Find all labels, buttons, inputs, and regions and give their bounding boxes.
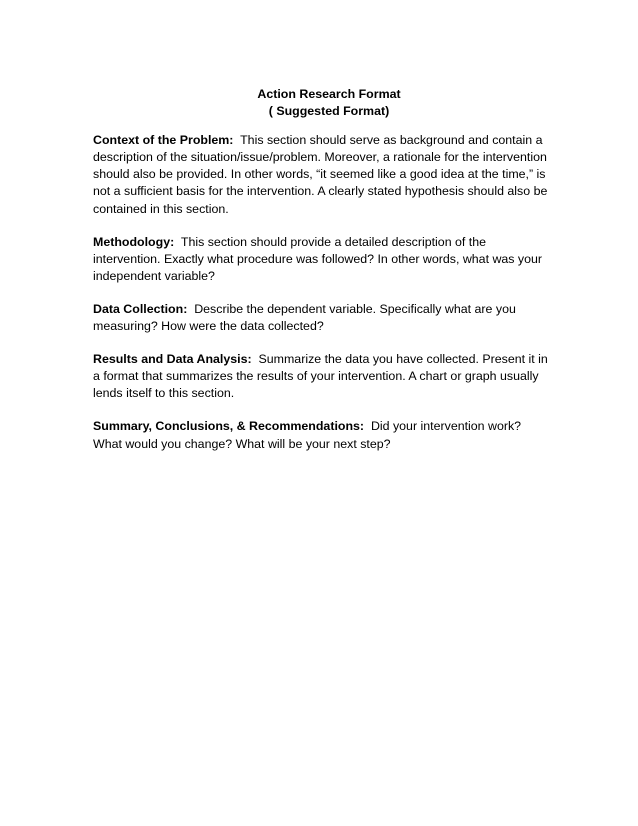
document-body [93,86,553,469]
section-heading: Summary, Conclusions, & Recommendations: [93,419,365,434]
document-title: Action Research Format [257,87,401,101]
document-subtitle: ( Suggested Format) [268,104,390,119]
section-context [93,132,553,217]
section-text: Did your intervention work? What would you change? What will be your next step? [93,419,522,451]
section-text: This section should serve as background and contain a description of the situation/issue/problem. Moreover, a rationale for the intervention should also be provided. In other words, “it seemed like a good idea at the time,” is not a sufficient basis for the intervention. A clearly stated hypothesis should also be contained in this section. [93,133,548,216]
title-block [93,86,553,120]
section-heading: Results and Data Analysis: [93,352,252,367]
section-text: This section should provide a detailed description of the intervention. Exactly what procedure was followed? In other words, what was your independent variable? [93,234,543,283]
section-heading: Methodology: [93,234,175,249]
section-data-collection [93,301,553,335]
section-text: Summarize the data you have collected. Present it in a format that summarizes the results of your intervention. A chart or graph usually lends itself to this section. [93,352,548,401]
section-heading: Data Collection: [93,301,188,316]
section-methodology [93,234,553,285]
section-summary [93,418,553,452]
section-results [93,351,553,402]
section-text: Describe the dependent variable. Specifically what are you measuring? How were the data collected? [93,301,516,334]
section-heading: Context of the Problem: [93,133,234,148]
